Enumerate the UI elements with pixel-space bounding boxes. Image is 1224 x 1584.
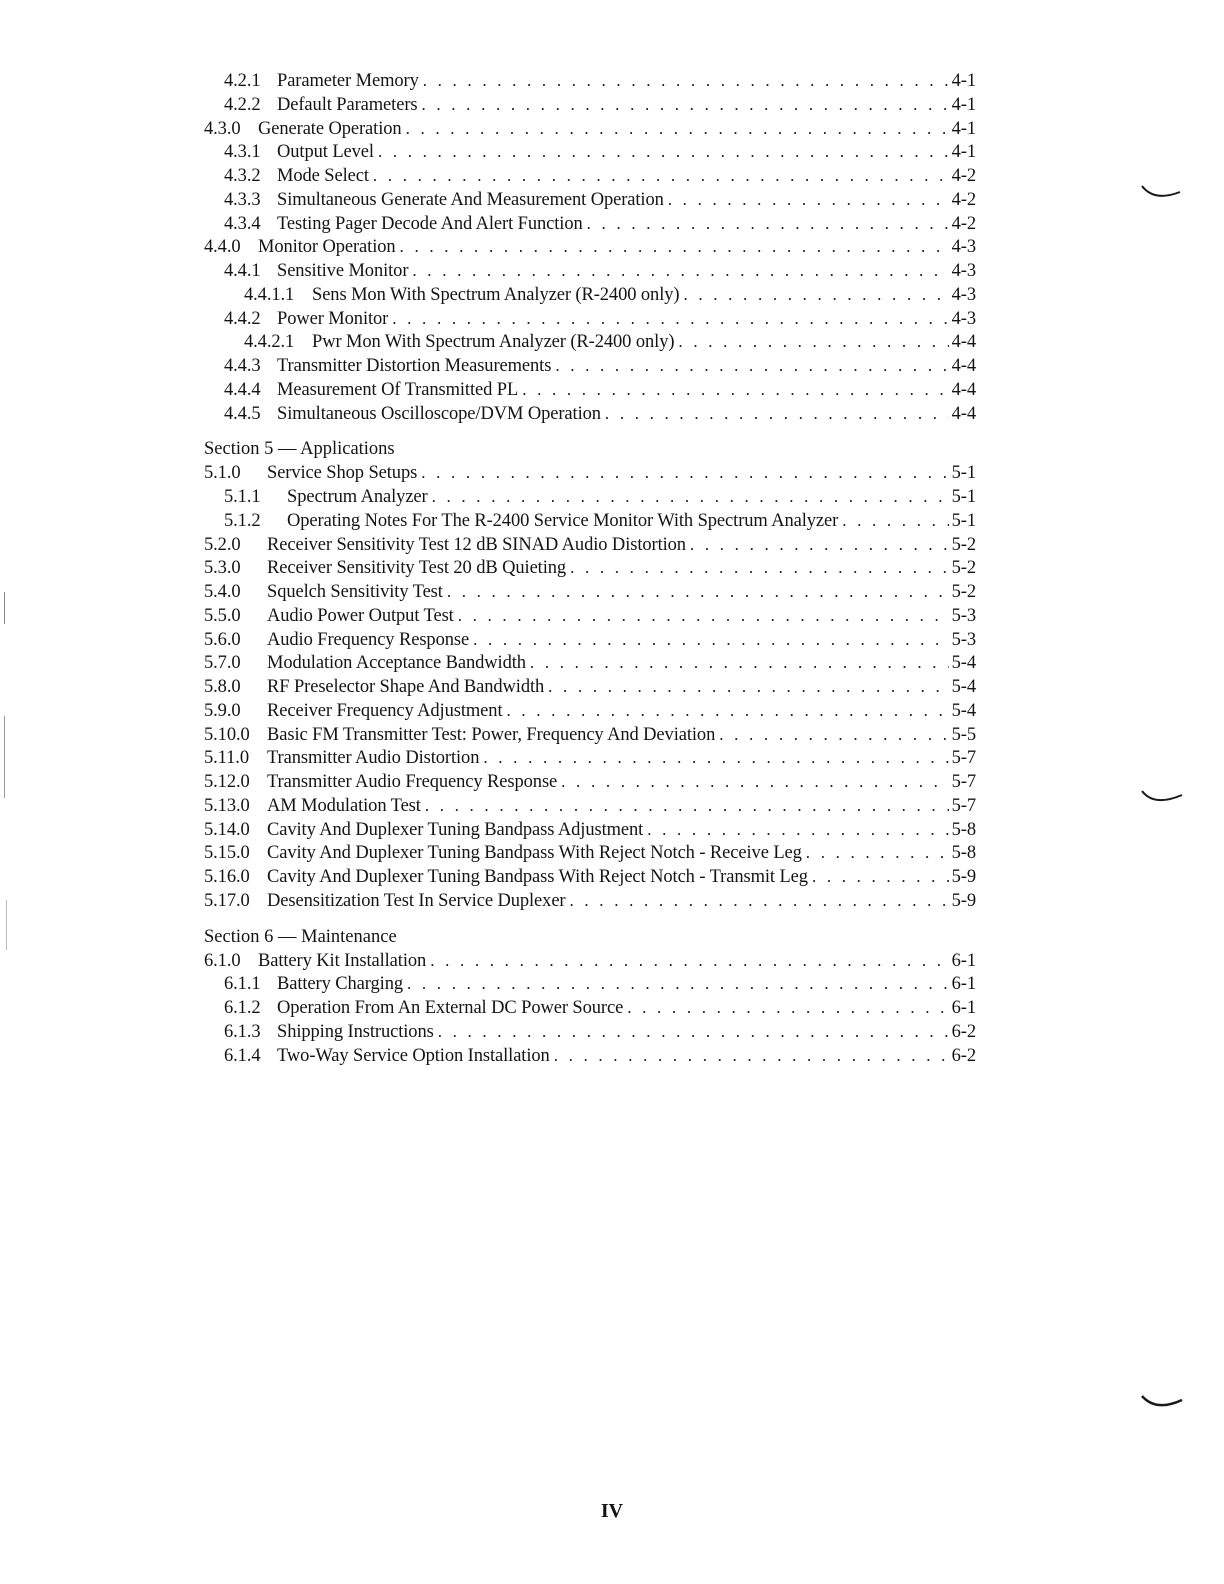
toc-entry-page: 5-4 xyxy=(951,677,976,697)
dot-leader xyxy=(407,972,949,996)
toc-entry-page: 4-3 xyxy=(951,308,976,329)
toc-entry-title: Audio Power Output Test xyxy=(267,605,454,626)
toc-entry-page: 5-4 xyxy=(951,700,976,721)
toc-group-section-6 xyxy=(204,949,976,1068)
toc-entry-title: Measurement Of Transmitted PL xyxy=(277,379,519,400)
toc-entry-title: Spectrum Analyzer xyxy=(287,487,428,507)
toc-entry xyxy=(204,69,976,93)
toc-entry-number: 6.1.4 xyxy=(224,1045,261,1066)
toc-entry-title: Default Parameters xyxy=(277,94,418,115)
scan-edge-line xyxy=(4,716,5,798)
toc-entry xyxy=(204,140,976,164)
toc-entry-title: Power Monitor xyxy=(277,308,389,329)
dot-leader xyxy=(719,723,948,747)
dot-leader xyxy=(690,533,949,557)
toc-entry-page: 5-7 xyxy=(951,795,976,816)
dot-leader xyxy=(373,164,949,188)
dot-leader xyxy=(647,818,948,842)
toc-entry-title: Transmitter Audio Frequency Response xyxy=(267,772,558,792)
toc-entry-number: 5.8.0 xyxy=(204,677,241,697)
toc-entry-title: RF Preselector Shape And Bandwidth xyxy=(267,677,545,697)
toc-entry-page: 6-1 xyxy=(951,998,976,1018)
toc-entry-title: Basic FM Transmitter Test: Power, Frequency And Deviation xyxy=(267,724,716,745)
dot-leader xyxy=(806,841,949,865)
dot-leader xyxy=(425,794,949,818)
toc-entry-number: 5.17.0 xyxy=(204,890,250,911)
section-5-heading: Section 5 — Applications xyxy=(204,439,395,460)
scan-edge-line xyxy=(4,592,5,624)
toc-entry-number: 4.4.4 xyxy=(224,379,261,400)
toc-entry xyxy=(204,604,976,628)
toc-entry xyxy=(204,651,976,675)
toc-entry-title: Cavity And Duplexer Tuning Bandpass With Reject Notch - Receive Leg xyxy=(267,843,802,864)
toc-entry-number: 5.2.0 xyxy=(204,534,241,555)
toc-entry-page: 5-3 xyxy=(951,629,976,650)
toc-entry-title: Battery Charging xyxy=(277,974,403,995)
dot-leader xyxy=(570,556,949,580)
toc-entry-title: Audio Frequency Response xyxy=(267,629,470,650)
dot-leader xyxy=(554,1044,949,1068)
toc-entry xyxy=(204,188,976,212)
dot-leader xyxy=(530,651,949,675)
dot-leader xyxy=(406,117,949,141)
dot-leader xyxy=(812,865,949,889)
toc-entry-page: 6-2 xyxy=(951,1021,976,1042)
toc-entry-page: 4-2 xyxy=(951,189,976,210)
toc-entry-page: 5-7 xyxy=(951,748,976,769)
toc-entry-page: 4-2 xyxy=(951,166,976,186)
toc-entry-page: 5-3 xyxy=(951,605,976,626)
toc-entry-title: Parameter Memory xyxy=(277,71,419,91)
toc-entry-number: 5.15.0 xyxy=(204,843,250,864)
toc-entry-title: AM Modulation Test xyxy=(267,795,421,816)
toc-entry-number: 5.10.0 xyxy=(204,724,250,745)
toc-entry-page: 4-3 xyxy=(951,237,976,258)
toc-entry xyxy=(204,259,976,283)
toc-entry-page: 4-4 xyxy=(951,356,976,376)
dot-leader xyxy=(627,996,948,1020)
toc-entry-title: Pwr Mon With Spectrum Analyzer (R-2400 only) xyxy=(312,332,675,353)
toc-entry-number: 4.3.4 xyxy=(224,213,261,234)
toc-entry-page: 4-1 xyxy=(951,94,976,115)
toc-entry-number: 4.4.5 xyxy=(224,403,261,424)
toc-entry xyxy=(204,283,976,307)
dot-leader xyxy=(430,949,948,973)
toc-entry-page: 5-4 xyxy=(951,653,976,674)
toc-entry-number: 4.4.2.1 xyxy=(244,332,295,353)
toc-entry-title: Battery Kit Installation xyxy=(258,950,427,971)
toc-entry-page: 4-2 xyxy=(951,213,976,234)
toc-entry-page: 4-4 xyxy=(951,379,976,400)
toc-entry xyxy=(204,378,976,402)
toc-entry-title: Receiver Sensitivity Test 20 dB Quieting xyxy=(267,558,567,579)
toc-entry xyxy=(204,330,976,354)
dot-leader xyxy=(522,378,948,402)
toc-entry xyxy=(204,93,976,117)
toc-entry-title: Testing Pager Decode And Alert Function xyxy=(277,213,583,234)
page-number: IV xyxy=(600,1500,624,1522)
toc-entry-title: Two-Way Service Option Installation xyxy=(277,1045,550,1066)
toc-entry-page: 4-1 xyxy=(951,71,976,91)
dot-leader xyxy=(555,354,948,378)
toc-entry-number: 4.4.2 xyxy=(224,308,261,329)
dot-leader xyxy=(447,580,949,604)
toc-entry-number: 6.1.3 xyxy=(224,1021,261,1042)
dot-leader xyxy=(423,69,949,93)
toc-entry xyxy=(204,402,976,426)
toc-entry-page: 5-2 xyxy=(951,534,976,555)
toc-entry-number: 4.4.1.1 xyxy=(244,284,295,305)
toc-entry-number: 6.1.1 xyxy=(224,974,261,995)
toc-entry-number: 4.3.0 xyxy=(204,118,241,139)
toc-entry xyxy=(204,485,976,509)
toc-entry-title: Mode Select xyxy=(277,166,369,186)
toc-entry xyxy=(204,307,976,331)
toc-entry-title: Cavity And Duplexer Tuning Bandpass With Reject Notch - Transmit Leg xyxy=(267,867,808,887)
toc-entry-page: 6-1 xyxy=(951,950,976,971)
dot-leader xyxy=(412,259,948,283)
table-of-contents xyxy=(204,69,976,1067)
toc-entry xyxy=(204,212,976,236)
toc-entry xyxy=(204,949,976,973)
toc-entry-number: 4.4.3 xyxy=(224,356,261,376)
toc-entry-number: 4.3.1 xyxy=(224,142,261,163)
dot-leader xyxy=(842,509,948,533)
toc-entry-title: Transmitter Audio Distortion xyxy=(267,748,480,769)
toc-entry-number: 5.11.0 xyxy=(204,748,249,769)
dot-leader xyxy=(378,140,949,164)
toc-entry xyxy=(204,509,976,533)
toc-entry-title: Shipping Instructions xyxy=(277,1021,434,1042)
toc-entry-title: Simultaneous Oscilloscope/DVM Operation xyxy=(277,403,601,424)
toc-entry-number: 4.3.3 xyxy=(224,189,261,210)
dot-leader xyxy=(570,889,949,913)
toc-entry xyxy=(204,723,976,747)
toc-entry-title: Monitor Operation xyxy=(258,237,396,258)
toc-entry xyxy=(204,628,976,652)
dot-leader xyxy=(400,235,949,259)
toc-entry-page: 5-1 xyxy=(951,510,976,531)
toc-entry-number: 5.9.0 xyxy=(204,700,241,721)
toc-entry xyxy=(204,794,976,818)
dot-leader xyxy=(458,604,949,628)
toc-entry xyxy=(204,972,976,996)
toc-entry-title: Service Shop Setups xyxy=(267,463,418,484)
toc-entry-number: 5.13.0 xyxy=(204,795,250,816)
toc-entry-title: Desensitization Test In Service Duplexer xyxy=(267,890,566,911)
dot-leader xyxy=(438,1020,949,1044)
toc-entry xyxy=(204,889,976,913)
toc-entry xyxy=(204,818,976,842)
binder-hole-mark xyxy=(1140,1390,1190,1420)
toc-entry-title: Sens Mon With Spectrum Analyzer (R-2400 only) xyxy=(312,284,680,305)
toc-group-section-4 xyxy=(204,69,976,425)
toc-entry-page: 6-1 xyxy=(951,974,976,995)
toc-entry-title: Transmitter Distortion Measurements xyxy=(277,356,552,376)
toc-entry-number: 4.2.1 xyxy=(224,71,261,91)
toc-entry-number: 5.4.0 xyxy=(204,582,241,602)
toc-entry-number: 6.1.2 xyxy=(224,998,261,1018)
scan-edge-line xyxy=(6,900,7,950)
toc-entry-page: 4-4 xyxy=(951,332,976,353)
dot-leader xyxy=(605,402,949,426)
toc-entry-title: Generate Operation xyxy=(258,118,402,139)
toc-entry xyxy=(204,841,976,865)
toc-entry-title: Operation From An External DC Power Source xyxy=(277,998,624,1018)
toc-entry xyxy=(204,746,976,770)
dot-leader xyxy=(421,461,948,485)
toc-entry-number: 5.16.0 xyxy=(204,867,250,887)
toc-entry-page: 5-8 xyxy=(951,819,976,840)
toc-entry xyxy=(204,996,976,1020)
dot-leader xyxy=(678,330,948,354)
toc-entry-number: 5.1.0 xyxy=(204,463,241,484)
dot-leader xyxy=(561,770,948,794)
toc-entry-page: 5-2 xyxy=(951,582,976,602)
dot-leader xyxy=(392,307,948,331)
toc-entry-title: Squelch Sensitivity Test xyxy=(267,582,443,602)
toc-entry xyxy=(204,117,976,141)
toc-entry-number: 4.3.2 xyxy=(224,166,261,186)
toc-entry-title: Simultaneous Generate And Measurement Operation xyxy=(277,189,664,210)
toc-entry-title: Operating Notes For The R-2400 Service Monitor With Spectrum Analyzer xyxy=(287,510,839,531)
toc-entry xyxy=(204,533,976,557)
toc-entry xyxy=(204,770,976,794)
dot-leader xyxy=(483,746,948,770)
toc-entry-number: 5.1.2 xyxy=(224,510,261,531)
toc-entry-number: 5.14.0 xyxy=(204,819,250,840)
toc-entry-page: 5-9 xyxy=(951,867,976,887)
toc-entry-number: 4.2.2 xyxy=(224,94,261,115)
toc-entry xyxy=(204,235,976,259)
toc-entry-title: Cavity And Duplexer Tuning Bandpass Adjustment xyxy=(267,819,644,840)
toc-entry-number: 4.4.0 xyxy=(204,237,241,258)
toc-entry xyxy=(204,865,976,889)
toc-entry xyxy=(204,675,976,699)
toc-entry xyxy=(204,580,976,604)
toc-entry-number: 5.12.0 xyxy=(204,772,250,792)
toc-entry-page: 5-5 xyxy=(951,724,976,745)
toc-entry-title: Receiver Frequency Adjustment xyxy=(267,700,503,721)
toc-entry-number: 5.5.0 xyxy=(204,605,241,626)
dot-leader xyxy=(668,188,949,212)
toc-entry xyxy=(204,699,976,723)
toc-entry-page: 4-3 xyxy=(951,284,976,305)
toc-entry-number: 5.7.0 xyxy=(204,653,241,674)
dot-leader xyxy=(506,699,948,723)
toc-entry xyxy=(204,461,976,485)
toc-entry-title: Sensitive Monitor xyxy=(277,261,409,281)
toc-entry xyxy=(204,164,976,188)
toc-entry-page: 4-3 xyxy=(951,261,976,281)
toc-entry-page: 4-1 xyxy=(951,142,976,163)
toc-entry-page: 5-1 xyxy=(951,487,976,507)
toc-entry-number: 5.6.0 xyxy=(204,629,241,650)
toc-entry-number: 4.4.1 xyxy=(224,261,261,281)
toc-entry-title: Modulation Acceptance Bandwidth xyxy=(267,653,526,674)
toc-entry-page: 5-9 xyxy=(951,890,976,911)
toc-entry xyxy=(204,1044,976,1068)
dot-leader xyxy=(432,485,949,509)
toc-entry-title: Output Level xyxy=(277,142,374,163)
toc-entry-page: 5-2 xyxy=(951,558,976,579)
toc-entry-page: 5-8 xyxy=(951,843,976,864)
section-6-heading: Section 6 — Maintenance xyxy=(204,926,397,947)
dot-leader xyxy=(683,283,948,307)
binder-hole-mark xyxy=(1140,180,1190,210)
toc-entry xyxy=(204,354,976,378)
toc-entry-page: 6-2 xyxy=(951,1045,976,1066)
dot-leader xyxy=(421,93,948,117)
toc-entry xyxy=(204,556,976,580)
toc-entry-title: Receiver Sensitivity Test 12 dB SINAD Audio Distortion xyxy=(267,534,686,555)
dot-leader xyxy=(587,212,949,236)
toc-entry-page: 4-4 xyxy=(951,403,976,424)
toc-entry-number: 6.1.0 xyxy=(204,950,241,971)
toc-entry-page: 4-1 xyxy=(951,118,976,139)
dot-leader xyxy=(548,675,948,699)
toc-entry-page: 5-1 xyxy=(951,463,976,484)
toc-entry-page: 5-7 xyxy=(951,772,976,792)
toc-entry-number: 5.1.1 xyxy=(224,487,261,507)
toc-entry-number: 5.3.0 xyxy=(204,558,241,579)
binder-hole-mark xyxy=(1140,785,1190,815)
toc-group-section-5 xyxy=(204,461,976,912)
dot-leader xyxy=(473,628,949,652)
toc-entry xyxy=(204,1020,976,1044)
